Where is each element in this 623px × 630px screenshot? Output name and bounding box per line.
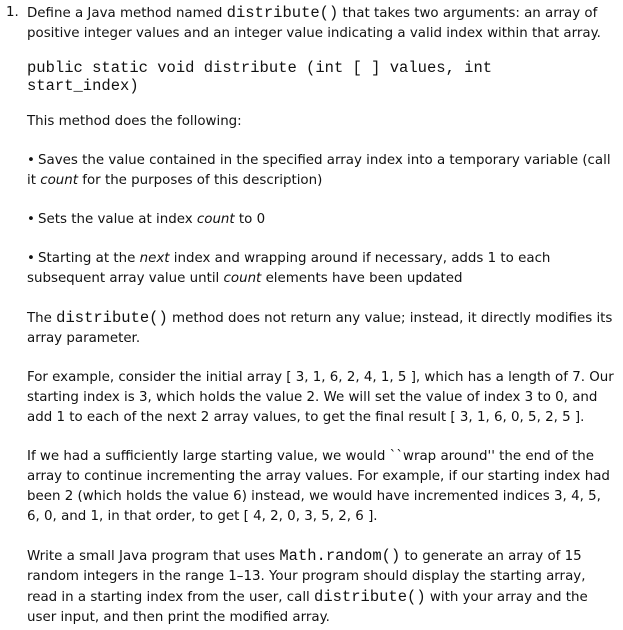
task-text-b: to generate an array of 15 random integers in the range 1–13. Your program should display the starting array, read in a starting index from the user, call (27, 549, 586, 605)
bullet-2-text-b: to 0 (234, 212, 266, 227)
intro-text-a: Define a Java method named (27, 6, 227, 21)
returns-method-name: distribute() (56, 309, 168, 327)
bullet-3-text-a: Starting at the (38, 251, 140, 266)
bullet-1 (27, 151, 615, 191)
bullet-3-text-b: index and wrapping around if necessary, adds 1 to each subsequent array value until (27, 251, 551, 286)
bullet-2 (27, 210, 615, 230)
bullet-2-count: count (196, 212, 235, 227)
signature-line-1: public static void distribute (int [ ] values, int (27, 59, 493, 77)
question-body (27, 3, 615, 628)
example-1-paragraph: For example, consider the initial array [ 3, 1, 6, 2, 4, 1, 5 ], which has a length of 7. Our starting index is 3, which holds the value 2. We will set the value of index 3 to 0, and add 1 to each of the next 2 array values, to get the final result [ 3, 1, 6, 0, 5, 2, 5 ]. (27, 370, 614, 425)
bullet-1-count: count (40, 173, 79, 188)
task-math-random: Math.random() (279, 547, 401, 565)
returns-text-b: method does not return any value; instead, it directly modifies its array parameter. (27, 311, 613, 346)
signature-line-2: start_index) (27, 77, 139, 95)
bullet-2-text-a: Sets the value at index (38, 212, 197, 227)
task-text-a: Write a small Java program that uses (27, 549, 280, 564)
bullet-1-text-a: Saves the value contained in the specified array index into a temporary variable (call it (27, 153, 611, 188)
task-method-name: distribute() (314, 588, 426, 606)
bullet-1-text-b: for the purposes of this description) (78, 173, 323, 188)
task-paragraph (27, 546, 615, 628)
intro-method-name: distribute() (226, 4, 339, 22)
bullet-3-next: next (139, 251, 170, 266)
question-number: 1. (6, 5, 19, 20)
does-following-text: This method does the following: (27, 114, 242, 129)
returns-paragraph (27, 308, 615, 349)
method-signature (27, 59, 615, 95)
returns-text-a: The (27, 311, 57, 326)
intro-text-b: that takes two arguments: an array of positive integer values and an integer value indicating a valid index within that array. (27, 6, 601, 41)
intro-paragraph (27, 3, 615, 44)
task-text-c: with your array and the user input, and then print the modified array. (27, 590, 588, 625)
example-2-paragraph: If we had a sufficiently large starting value, we would ``wrap around'' the end of the array to continue incrementing the array values. For example, if our starting index had been 2 (which holds the value 6) instead, we would have incremented indices 3, 4, 5, 6, 0, and 1, in that order, to get [ 4, 2, 0, 3, 5, 2, 6 ]. (27, 449, 610, 524)
bullet-3 (27, 249, 615, 289)
bullet-3-text-c: elements have been updated (261, 271, 463, 286)
bullet-3-count: count (223, 271, 262, 286)
